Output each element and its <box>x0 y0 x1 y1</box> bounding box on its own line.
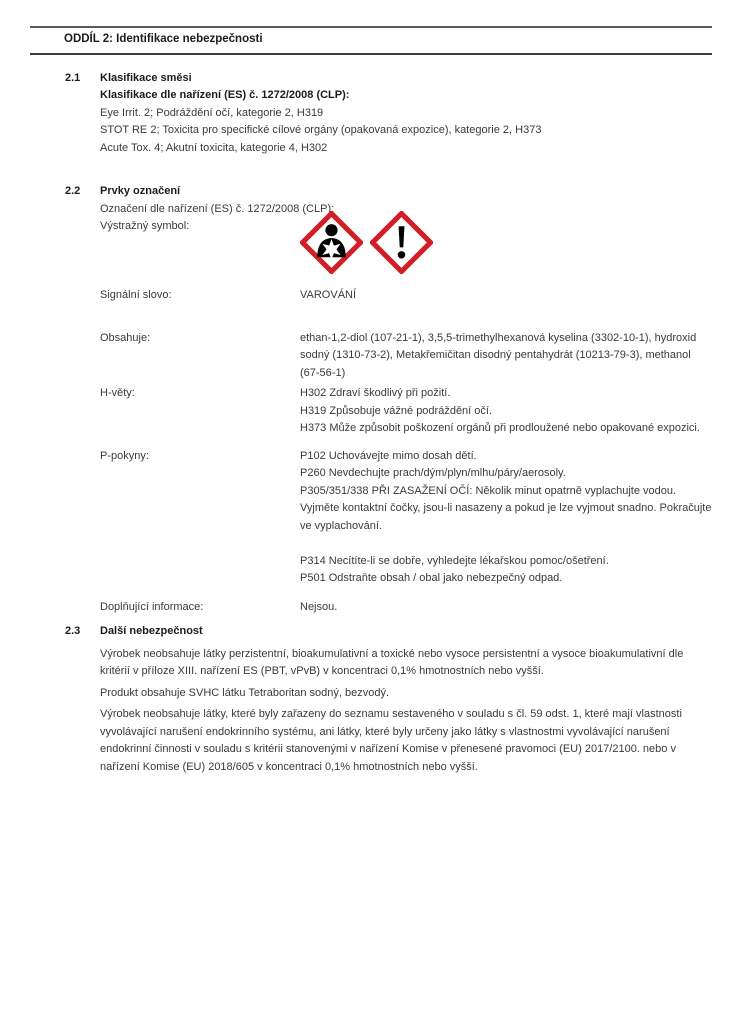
ghs08-health-hazard-icon <box>300 211 363 274</box>
h-phrase: H373 Může způsobit poškození orgánů při prodloužené nebo opakované expozici. <box>300 422 700 434</box>
classification-line: Acute Tox. 4; Akutní toxicita, kategorie 4, H302 <box>100 141 328 154</box>
warning-symbol-label: Výstražný symbol: <box>100 220 190 232</box>
signal-word-row <box>100 287 712 305</box>
other-hazards-paragraph: Výrobek neobsahuje látky perzistentní, bioakumulativní a toxické nebo vysoce persistentní a vysoce bioakumulativní dle kritérií v příloze XIII. nařízení ES (PBT, vPvB) v koncentraci 0,1% hmotnostních nebo vyšší. <box>100 647 684 677</box>
signal-word-value: VAROVÁNÍ <box>300 289 357 301</box>
contains-row <box>100 330 712 383</box>
classification-line: Eye Irrit. 2; Podráždění očí, kategorie 2, H319 <box>100 106 324 119</box>
section-2-3-number: 2.3 <box>65 625 81 637</box>
section-2-header <box>30 26 712 55</box>
section-2-2-title: Prvky označení <box>100 185 181 197</box>
p-statement: P260 Nevdechujte prach/dým/plyn/mlhu/páry/aerosoly. <box>300 467 566 479</box>
p-statement: P305/351/338 PŘI ZASAŽENÍ OČÍ: Několik minut opatrně vyplachujte vodou. Vyjměte kontaktní čočky, jsou-li nasazeny a pokud je lze vyjmout snadno. Pokračujte ve vyplachování. <box>300 484 712 532</box>
p-statement: P501 Odstraňte obsah / obal jako nebezpečný odpad. <box>300 572 563 584</box>
section-2-2 <box>65 183 712 616</box>
h-phrases-label: H-věty: <box>100 387 135 399</box>
additional-info-row <box>100 599 712 617</box>
classification-regulation-line: Klasifikace dle nařízení (ES) č. 1272/2008 (CLP): <box>100 89 350 101</box>
h-phrase: H302 Zdraví škodlivý při požití. <box>300 387 451 399</box>
section-2-1 <box>65 70 712 158</box>
p-statement: P314 Necítíte-li se dobře, vyhledejte lékařskou pomoc/ošetření. <box>300 554 609 567</box>
classification-line: STOT RE 2; Toxicita pro specifické cílové orgány (opakovaná expozice), kategorie 2, H373 <box>100 124 542 136</box>
section-2-2-number: 2.2 <box>65 185 81 197</box>
h-phrase: H319 Způsobuje vážné podráždění očí. <box>300 404 493 417</box>
ghs-pictograms <box>300 211 712 274</box>
section-2-title: ODDÍL 2: Identifikace nebezpečnosti <box>64 33 263 45</box>
signal-word-label: Signální slovo: <box>100 289 172 301</box>
section-2-1-title: Klasifikace směsi <box>100 71 192 84</box>
additional-info-value: Nejsou. <box>300 600 338 613</box>
ghs07-exclamation-icon <box>370 211 433 274</box>
labelling-regulation-line: Označení dle nařízení (ES) č. 1272/2008 (CLP): <box>100 202 335 215</box>
p-statements-row <box>100 448 712 588</box>
contains-label: Obsahuje: <box>100 331 151 344</box>
section-2-3 <box>65 623 712 776</box>
p-statement: P102 Uchovávejte mimo dosah dětí. <box>300 449 477 462</box>
section-2-3-title: Další nebezpečnost <box>100 625 203 637</box>
warning-symbol-row <box>100 218 712 274</box>
h-phrases-row <box>100 385 712 438</box>
section-2-1-number: 2.1 <box>65 71 81 84</box>
additional-info-label: Doplňující informace: <box>100 600 204 613</box>
svhc-paragraph: Produkt obsahuje SVHC látku Tetraboritan sodný, bezvodý. <box>100 686 390 699</box>
contains-value: ethan-1,2-diol (107-21-1), 3,5,5-trimethylhexanová kyselina (3302-10-1), hydroxid sodný (1310-73-2), Metakřemičitan disodný pentahydrát (10213-79-3), methanol (67-56-1) <box>300 331 697 379</box>
document-body <box>65 70 712 777</box>
endocrine-paragraph: Výrobek neobsahuje látky, které byly zařazeny do seznamu sestaveného v souladu s čl. 59 odst. 1, které mají vlastnosti vyvolávající narušení endokrinního systému, ani látky, které byly určeny jako látky s vlastnostmi vyvolávající narušení endokrinní činnosti v souladu s kritérii stanovenými v nařízení Komise v přenesené pravomoci (EU) 2017/2100. nebo v nařízení Komise (EU) 2018/605 v koncentraci 0,1% hmotnostních nebo vyšší. <box>100 708 682 773</box>
p-statements-label: P-pokyny: <box>100 449 149 462</box>
